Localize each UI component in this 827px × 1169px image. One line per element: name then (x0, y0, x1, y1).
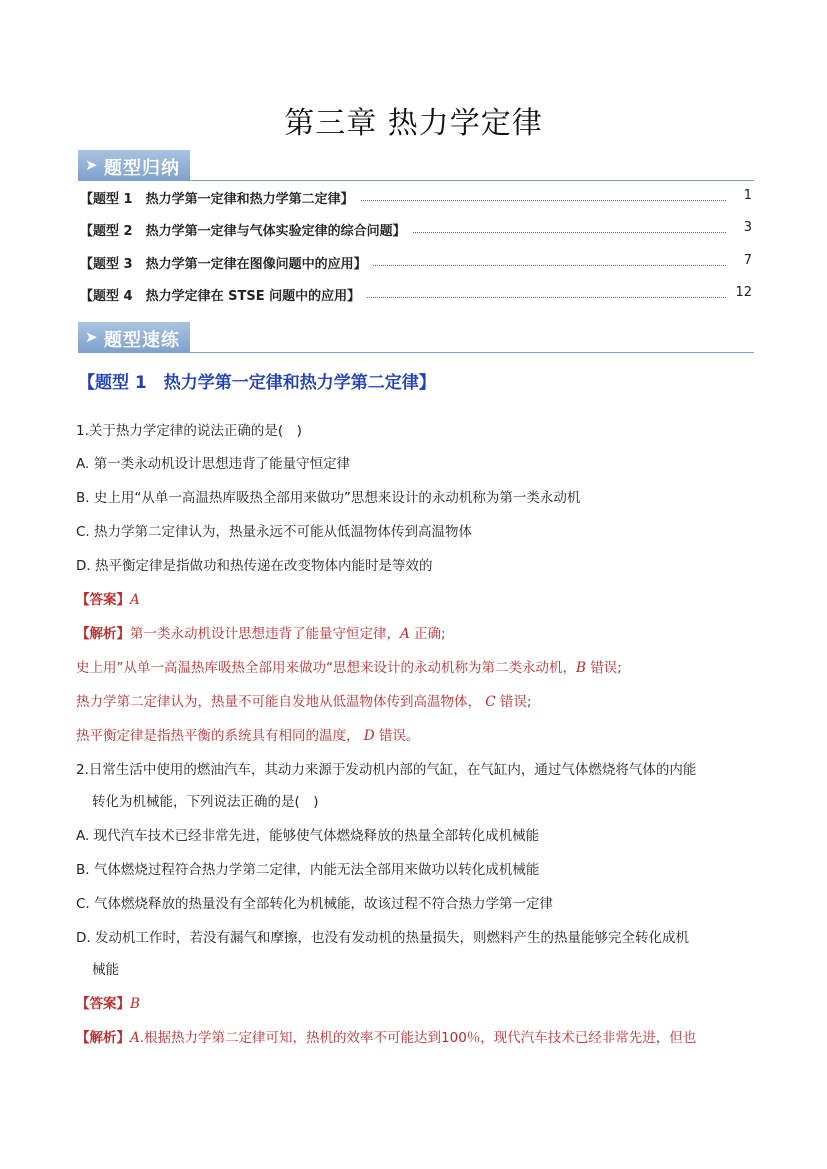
analysis-letter: A (130, 1030, 140, 1046)
toc-item-label: 【题型 3 热力学第一定律在图像问题中的应用】 (80, 253, 373, 272)
analysis-label: 【解析】 (76, 1030, 130, 1046)
analysis-text: .根据热力学第二定律可知，热机的效率不可能达到100％，现代汽车技术已经非常先进，但也 (139, 1030, 697, 1046)
toc-item-label: 【题型 2 热力学第一定律与气体实验定律的综合问题】 (80, 220, 412, 239)
analysis-text: 热平衡定律是指热平衡的系统具有相同的温度， (76, 728, 364, 744)
analysis-text: 错误; (495, 694, 532, 710)
answer-value: A (130, 592, 140, 608)
toc-item[interactable] (80, 285, 752, 305)
analysis-line (76, 726, 419, 746)
analysis-text: 正确; (409, 626, 446, 642)
summary-banner-label: 题型归纳 (104, 158, 180, 179)
toc-item-label: 【题型 1 热力学第一定律和热力学第二定律】 (80, 188, 360, 207)
toc-item[interactable] (80, 253, 752, 273)
toc-item-label: 【题型 4 热力学定律在 STSE 问题中的应用】 (80, 285, 366, 304)
toc-item[interactable] (80, 188, 752, 208)
analysis-label: 【解析】 (76, 626, 130, 642)
chevron-right-icon: ➤ (85, 328, 98, 346)
analysis-text: 错误。 (374, 728, 420, 744)
answer-value: B (130, 996, 140, 1012)
analysis-line (76, 658, 622, 678)
analysis-letter: D (363, 728, 375, 744)
answer-label: 【答案】 (76, 592, 130, 608)
toc-item-page: 3 (743, 220, 752, 235)
option-d-cont: 械能 (92, 962, 119, 978)
option-a: A. 现代汽车技术已经非常先进，能够使气体燃烧释放的热量全部转化成机械能 (76, 828, 540, 844)
option-d: D. 热平衡定律是指做功和热传递在改变物体内能时是等效的 (76, 558, 433, 574)
question-stem: 1.关于热力学定律的说法正确的是( ) (76, 423, 302, 439)
page-title: 第三章 热力学定律 (284, 106, 543, 141)
option-b: B. 气体燃烧过程符合热力学第二定律，内能无法全部用来做功以转化成机械能 (76, 862, 540, 878)
analysis-text: 史上用”从单一高温热库吸热全部用来做功“思想来设计的永动机称为第二类永动机， (76, 660, 576, 676)
analysis-text: 热力学第二定律认为，热量不可能自发地从低温物体传到高温物体， (76, 694, 486, 710)
option-d: D. 发动机工作时，若没有漏气和摩擦，也没有发动机的热量损失，则燃料产生的热量能够完全转化成机 (76, 930, 689, 946)
analysis-line (76, 624, 446, 644)
analysis-letter: B (576, 660, 586, 676)
toc-item[interactable] (80, 220, 752, 240)
practice-banner-label: 题型速练 (104, 330, 180, 351)
answer-line (76, 590, 140, 610)
answer-line (76, 994, 140, 1014)
option-b: B. 史上用“从单一高温热库吸热全部用来做功”思想来设计的永动机称为第一类永动机 (76, 490, 581, 506)
answer-label: 【答案】 (76, 996, 130, 1012)
toc-item-page: 12 (735, 285, 752, 300)
analysis-letter: C (485, 694, 496, 710)
analysis-line (76, 692, 531, 712)
question-stem: 2.日常生活中使用的燃油汽车，其动力来源于发动机内部的气缸，在气缸内，通过气体燃烧将气体的内能 (76, 762, 697, 778)
option-c: C. 热力学第二定律认为，热量永远不可能从低温物体传到高温物体 (76, 524, 473, 540)
analysis-text: 第一类永动机设计思想违背了能量守恒定律， (130, 626, 400, 642)
summary-banner (78, 150, 754, 182)
question-stem-cont: 转化为机械能，下列说法正确的是( ) (92, 794, 319, 810)
toc-item-page: 1 (743, 188, 752, 203)
section-title: 【题型 1 热力学第一定律和热力学第二定律】 (78, 373, 436, 393)
analysis-line (76, 1028, 696, 1048)
practice-banner (78, 322, 754, 354)
option-c: C. 气体燃烧释放的热量没有全部转化为机械能，故该过程不符合热力学第一定律 (76, 896, 554, 912)
option-a: A. 第一类永动机设计思想违背了能量守恒定律 (76, 456, 351, 472)
chevron-right-icon: ➤ (85, 156, 98, 174)
analysis-text: 错误; (585, 660, 622, 676)
toc-item-page: 7 (743, 253, 752, 268)
analysis-letter: A (400, 626, 410, 642)
